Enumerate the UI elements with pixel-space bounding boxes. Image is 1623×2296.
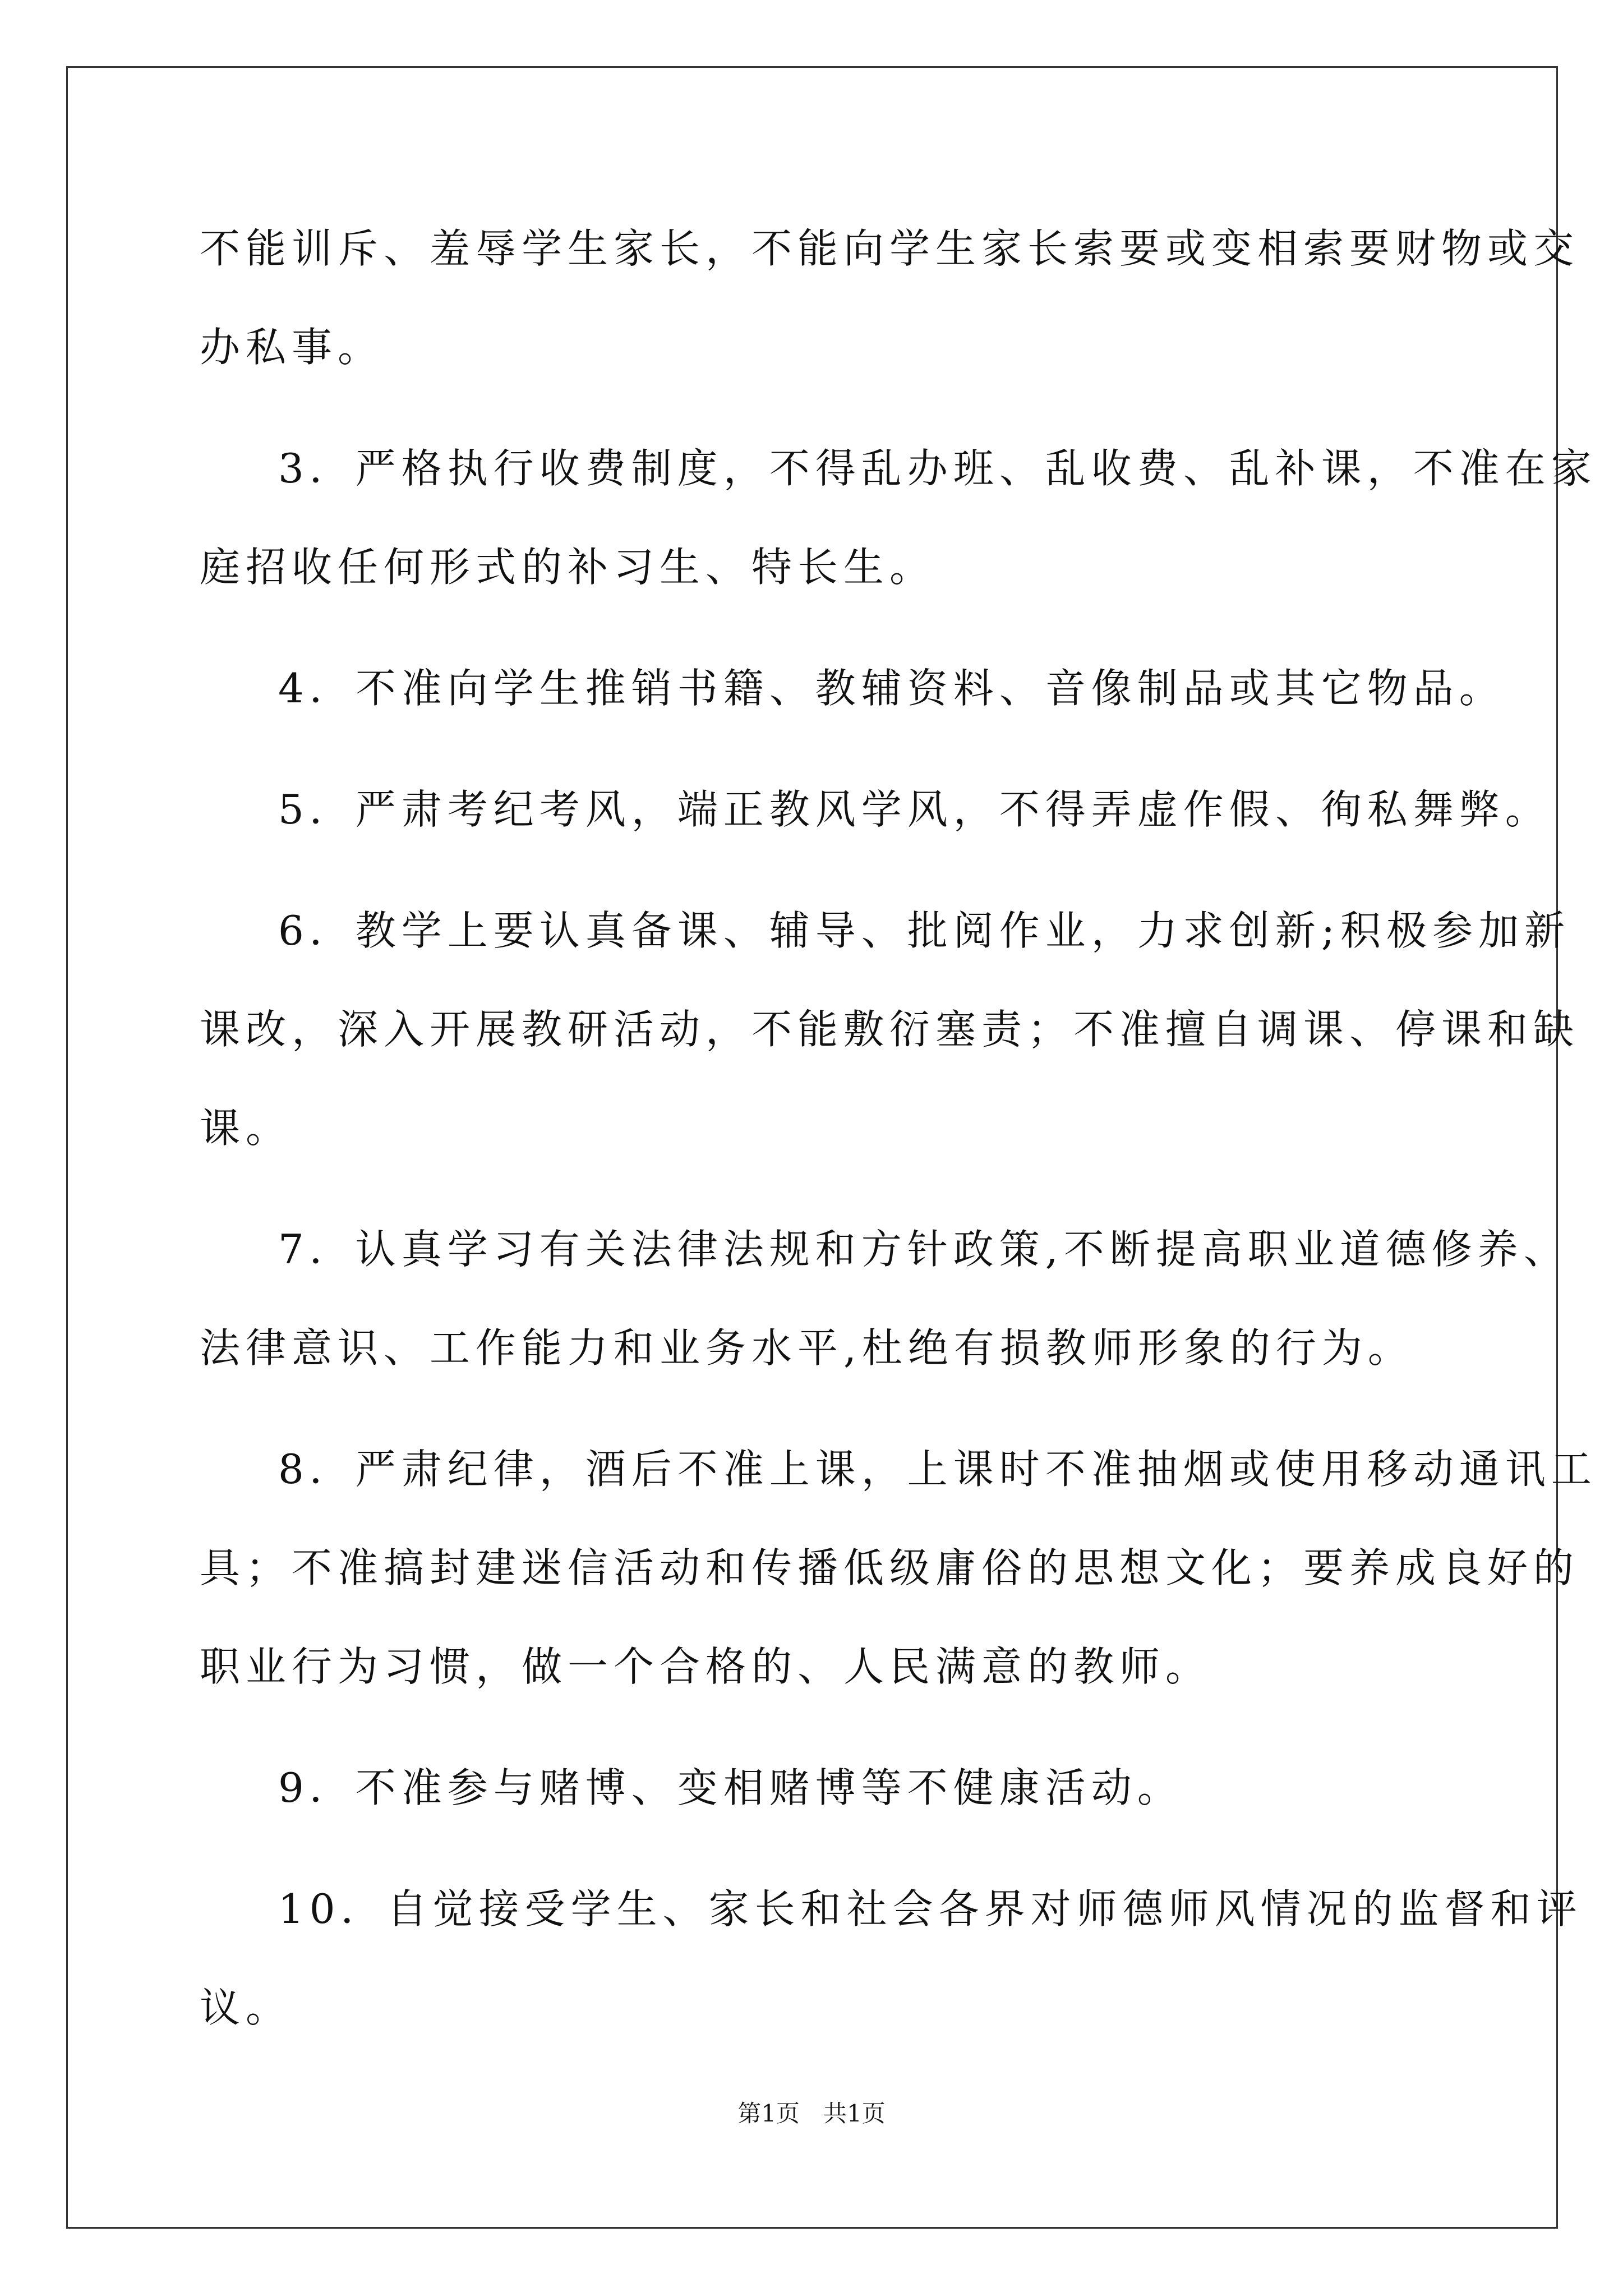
page-footer: 第1页 共1页 <box>737 2100 886 2127</box>
text-line: 10．自觉接受学生、家长和社会各界对师德师风情况的监督和评 <box>278 1885 1583 1932</box>
text-line: 9．不准参与赌博、变相赌博等不健康活动。 <box>278 1764 1183 1811</box>
text-line: 具；不准搞封建迷信活动和传播低级庸俗的思想文化；要养成良好的 <box>200 1544 1580 1591</box>
text-line: 8．严肃纪律，酒后不准上课，上课时不准抽烟或使用移动通讯工 <box>278 1446 1597 1493</box>
text-line: 职业行为习惯，做一个合格的、人民满意的教师。 <box>200 1643 1212 1690</box>
text-line: 5．严肃考纪考风，端正教风学风，不得弄虚作假、徇私舞弊。 <box>278 786 1551 833</box>
text-line: 办私事。 <box>200 324 384 371</box>
text-line: 3．严格执行收费制度，不得乱办班、乱收费、乱补课，不准在家 <box>278 445 1597 492</box>
text-line: 议。 <box>200 1984 292 2031</box>
text-line: 课。 <box>200 1105 292 1152</box>
text-line: 不能训斥、羞辱学生家长，不能向学生家长索要或变相索要财物或交 <box>200 225 1580 272</box>
text-line: 7．认真学习有关法律法规和方针政策,不断提高职业道德修养、 <box>278 1226 1570 1273</box>
text-line: 6．教学上要认真备课、辅导、批阅作业，力求创新;积极参加新 <box>278 907 1571 954</box>
text-line: 4．不准向学生推销书籍、教辅资料、音像制品或其它物品。 <box>278 665 1505 712</box>
text-line: 法律意识、工作能力和业务水平,杜绝有损教师形象的行为。 <box>200 1324 1414 1372</box>
text-line: 庭招收任何形式的补习生、特长生。 <box>200 544 936 591</box>
text-line: 课改，深入开展教研活动，不能敷衍塞责；不准擅自调课、停课和缺 <box>200 1006 1580 1053</box>
